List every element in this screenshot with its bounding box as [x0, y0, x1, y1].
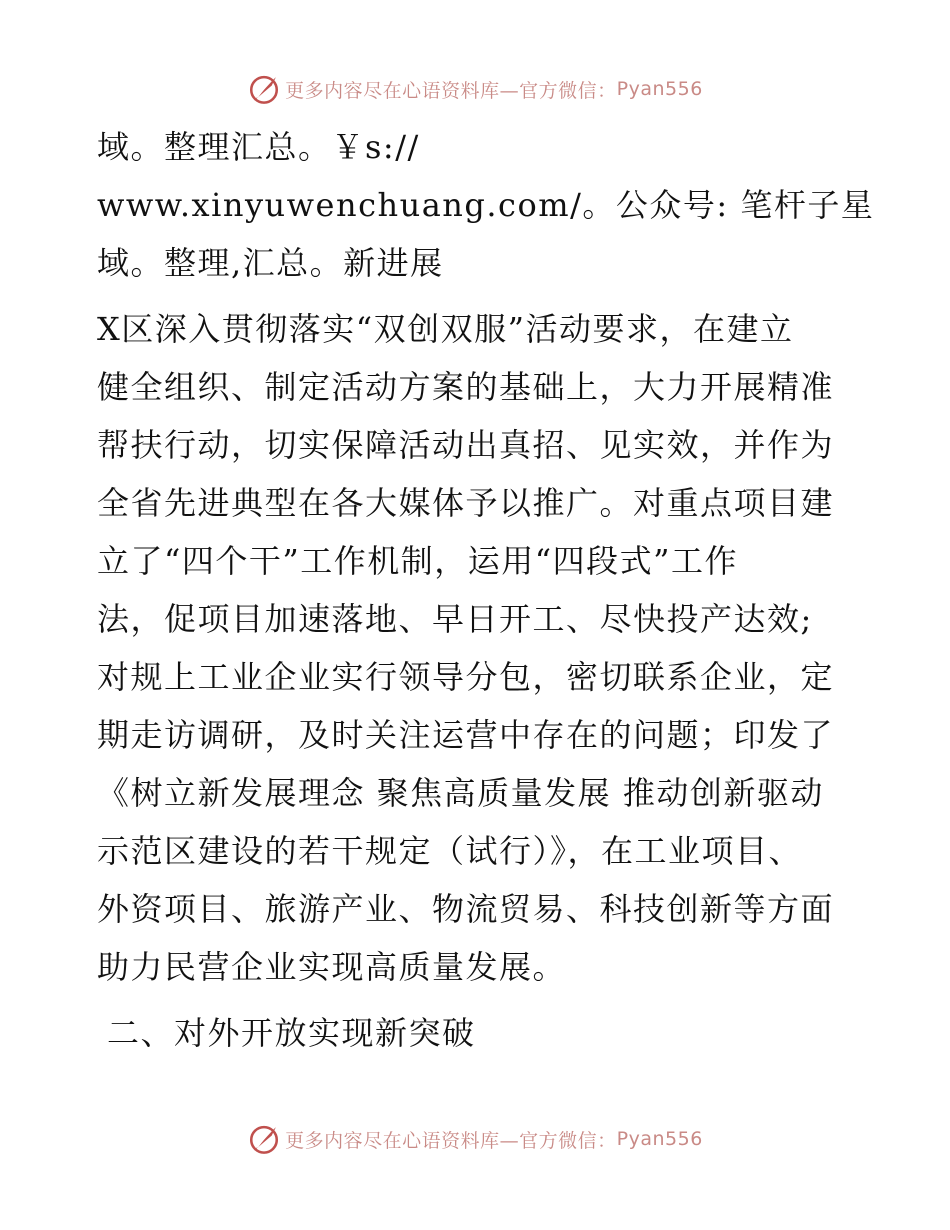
- footer-watermark: [0, 1122, 950, 1156]
- paragraph-line: 对规上工业企业实行领导分包，密切联系企业，定: [97, 658, 835, 696]
- paragraph-line: 期走访调研，及时关注运营中存在的问题；印发了: [97, 716, 835, 754]
- paragraph-line: 法，促项目加速落地、早日开工、尽快投产达效;: [97, 600, 813, 638]
- watermark-wechat-id: Pyan556: [616, 78, 703, 100]
- section-heading: 二、对外开放实现新突破: [107, 1014, 476, 1052]
- paragraph-line: 立了“四个干”工作机制，运用“四段式”工作: [97, 542, 738, 580]
- intro-line: 域。整理,汇总。新进展: [97, 244, 444, 282]
- paragraph-line: 助力民营企业实现高质量发展。: [97, 948, 567, 986]
- paragraph-line: 健全组织、制定活动方案的基础上，大力开展精准: [97, 368, 835, 406]
- watermark-text: 更多内容尽在心语资料库—官方微信：: [285, 1129, 617, 1152]
- watermark-text: 更多内容尽在心语资料库—官方微信：: [285, 79, 617, 102]
- paragraph-line: 帮扶行动，切实保障活动出真招、见实效，并作为: [97, 426, 835, 464]
- quill-pen-logo-icon: [247, 1122, 281, 1156]
- watermark-wechat-id: Pyan556: [616, 1128, 703, 1150]
- document-body: [97, 118, 875, 1062]
- quill-pen-logo-icon: [247, 72, 281, 106]
- paragraph-line: 外资项目、旅游产业、物流贸易、科技创新等方面: [97, 890, 835, 928]
- paragraph-line: 示范区建设的若干规定（试行）》，在工业项目、: [97, 832, 803, 870]
- paragraph-line: 全省先进典型在各大媒体予以推广。对重点项目建: [97, 484, 835, 522]
- intro-line: 域。整理汇总。￥s://: [97, 128, 420, 166]
- intro-line: www.xinyuwenchuang.com/。公众号: 笔杆子星: [97, 186, 875, 224]
- header-watermark: [0, 72, 950, 106]
- paragraph-line: 《树立新发展理念 聚焦高质量发展 推动创新驱动: [97, 774, 824, 812]
- paragraph-line: X区深入贯彻落实“双创双服”活动要求，在建立: [97, 310, 794, 348]
